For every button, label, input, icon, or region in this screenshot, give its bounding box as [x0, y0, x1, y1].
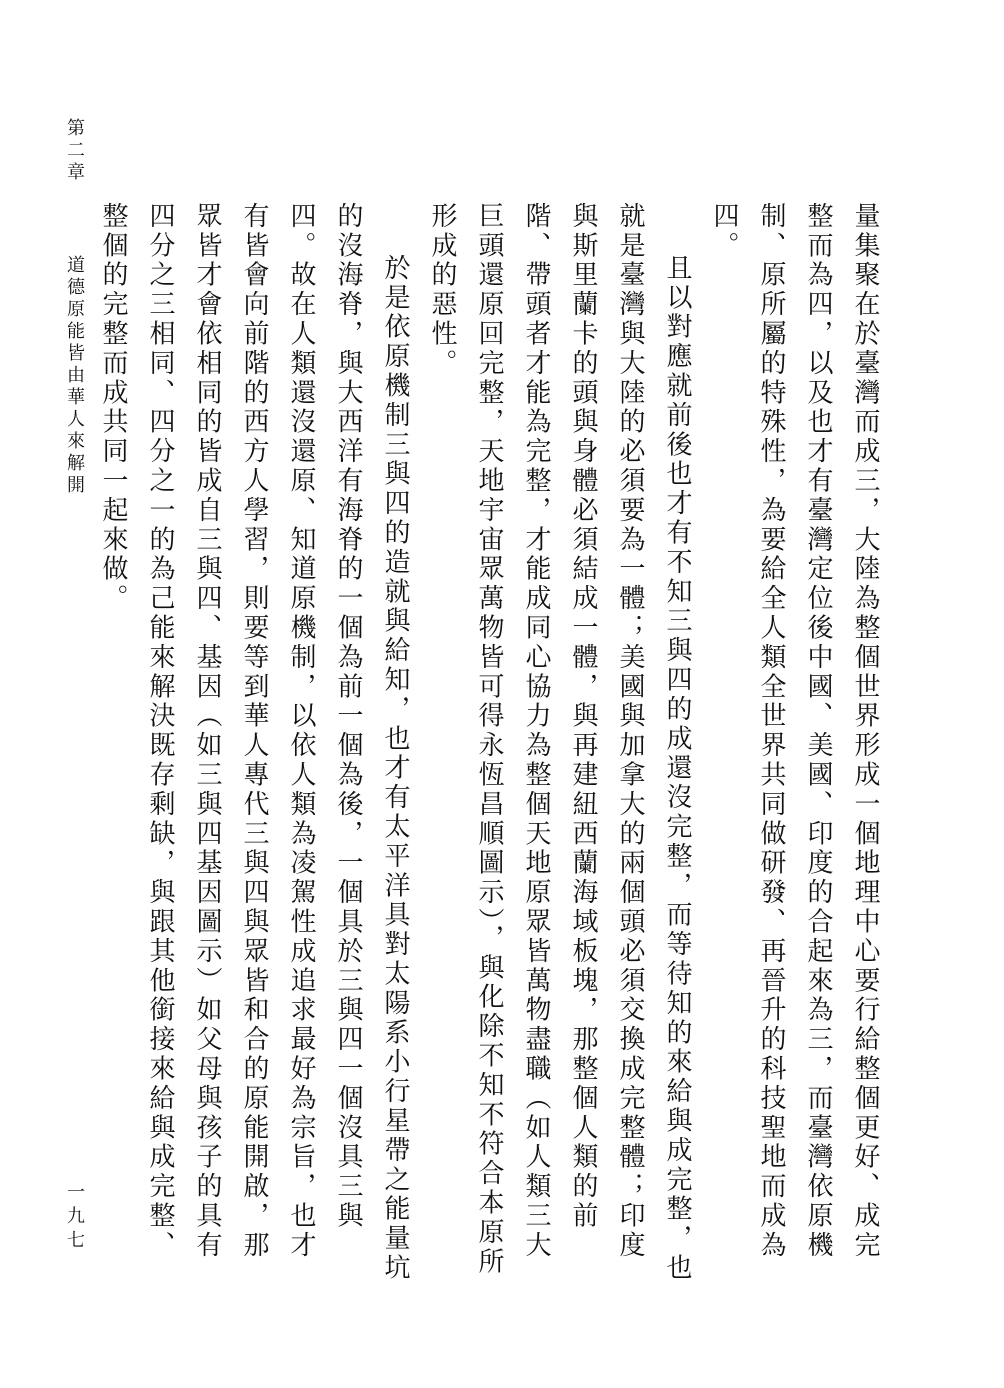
- paragraph-2: 且以對應就前後也才有不知三與四的成還沒完整，而等待知的來給與成完整，也就是臺灣與大陸的必須要為一體；美國與加拿大的兩個頭必須交換成完整體；印度與斯里蘭卡的頭與身體必須結成一體，與再建紐西蘭海域板塊，那整個人類的前階、帶頭者才能為完整，才能成同心協力為整個天地原眾皆萬物盡職（如人類三大巨頭還原回完整，天地宇宙眾萬物皆可得永恆昌順圖示），與化除不知不符合本原所形成的惡性。: [427, 202, 692, 1283]
- paragraph-3: 於是依原機制三與四的造就與給知，也才有太平洋具對太陽系小行星帶之能量坑的沒海脊，與大西洋有海脊的一個為前一個為後，一個具於三與四一個沒具三與四。故在人類還沒還原、知道原機制，以依人類為凌駕性成追求最好為宗旨，也才有皆會向前階的西方人學習，則要等到華人專代三與四與眾皆和合的原能開啟，那眾皆才會依相同的皆成自三與四、基因（如三與四基因圖示）如父母與孩子的具有四分之三相同、四分之一的為己能來解決既存剩缺，與跟其他銜接來給與成完整、整個的完整而成共同一起來做。: [98, 202, 410, 1283]
- chapter-title: 道德原能皆由華人來解開: [64, 255, 85, 497]
- page-number: 一九七: [64, 1182, 85, 1254]
- paragraph-1: 量集聚在於臺灣而成三，大陸為整個世界形成一個地理中心要行給整個更好、成完整而為四，以及也才有臺灣定位後中國、美國、印度的合起來為三，而臺灣依原機制、原所屬的特殊性，為要給全人類全世界共同做研發、再晉升的科技聖地而成為四。: [709, 202, 880, 1261]
- running-header: [56, 118, 92, 497]
- vertical-body-text: [98, 202, 888, 1288]
- chapter-label: 第二章: [64, 118, 85, 184]
